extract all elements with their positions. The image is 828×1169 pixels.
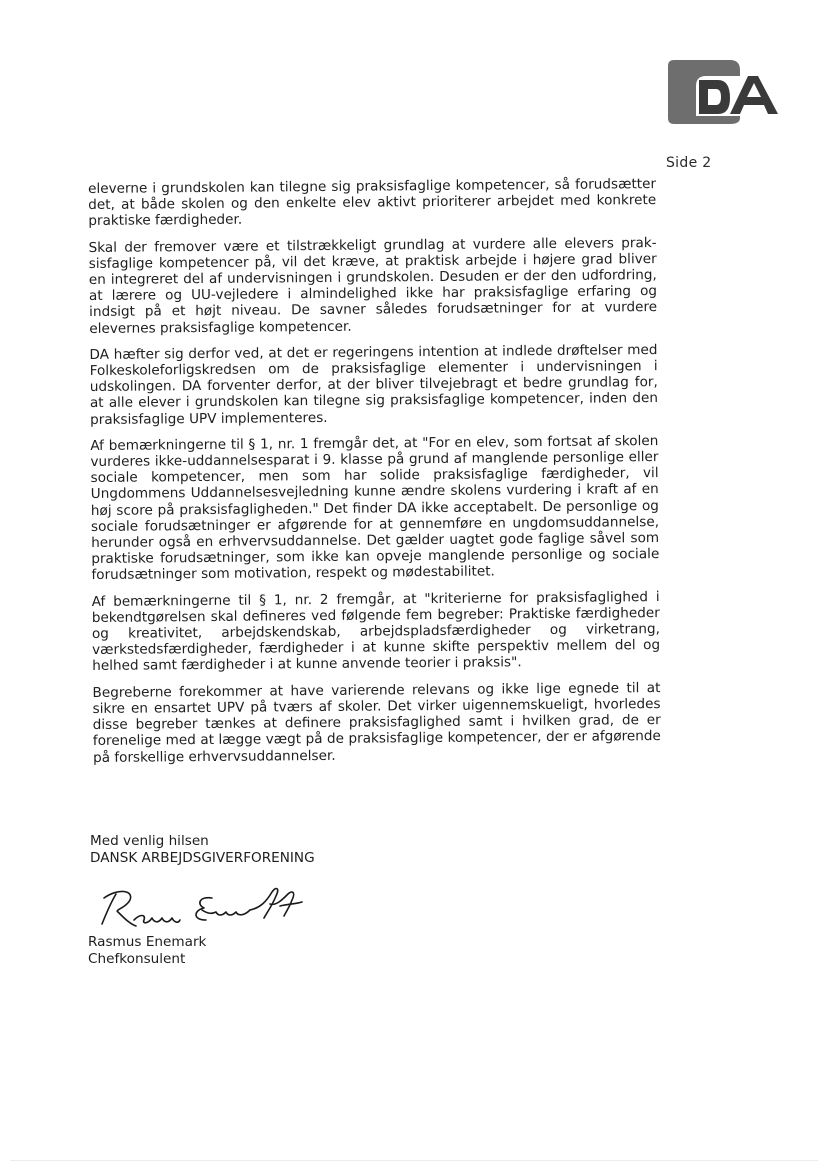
- paragraph-2: Skal der fremover være et tilstrækkeligt grundlag at vurdere alle elevers praksisfaglige kompetencer på, vil det kræve, at praktisk arbejde i højere grad bliver en integreret del af undervisningen i grundskolen. Desuden er der den udfordring, at lærere og UU-vejledere i almindelighed ikke har praksisfaglige erfaring og indsigt på et højt niveau. De savner således forudsætninger for at vurdere elevernes praksisfaglige kompetencer.: [88, 234, 658, 337]
- paragraph-6: Begreberne forekommer at have varierende relevans og ikke lige egnede til at sikre en ensartet UPV på tværs af skoler. Det virker uigennemskueligt, hvorledes disse begreber tænkes at definere praksisfaglighed samt i hvilken grad, de er forenelige med at lægge vægt på de praksisfaglige kompetencer, der er afgørende på forskellige erhvervsuddannelser.: [92, 679, 661, 766]
- signer-name: Rasmus Enemark: [88, 934, 207, 950]
- letter-body: [88, 176, 661, 776]
- page-number: Side 2: [666, 155, 712, 171]
- handwritten-signature: [96, 884, 306, 934]
- greeting: Med venlig hilsen: [90, 833, 209, 849]
- footer-divider: [10, 1160, 818, 1161]
- paragraph-3: DA hæfter sig derfor ved, at det er regeringens intention at indlede drøftelser med Folkeskoleforligskredsen om de praksisfaglige elementer i undervisningen i udskolingen. DA forventer derfor, at der bliver tilvejebragt et bedre grundlag for, at alle elever i grundskolen kan tilegne sig praksisfaglige kompetencer, inden den praksisfaglige UPV implementeres.: [89, 341, 658, 428]
- paragraph-1: eleverne i grundskolen kan tilegne sig praksisfaglige kompetencer, så forudsætter det, at både skolen og den enkelte elev aktivt prioriterer arbejdet med konkrete praktiske færdigheder.: [88, 176, 657, 230]
- signer-title: Chefkonsulent: [88, 951, 186, 967]
- paragraph-4: Af bemærkningerne til § 1, nr. 1 fremgår det, at "For en elev, som fortsat af skolen vurderes ikke-uddannelsesparat i 9. klasse på grund af manglende personlige eller sociale kompetencer, men som har solide praksisfaglige færdigheder, vil Ungdommens Uddannelsesvejledning kunne ændre skolens vurdering i kraft af en høj score på praksisfagligheden." Det finder DA ikke acceptabelt. De personlige og sociale forudsætninger er afgørende for at gennemføre en ungdomsuddannelse, herunder også en erhvervsuddannelse. Det gælder uagtet gode faglige såvel som praktiske forudsætninger, som ikke kan opveje manglende personlige og sociale forudsætninger som motivation, respekt og mødestabilitet.: [90, 432, 660, 584]
- da-logo: [666, 58, 780, 126]
- closing-block: [90, 833, 315, 867]
- paragraph-5: Af bemærkningerne til § 1, nr. 2 fremgår, at "kriterierne for praksisfaglighed i bekendtgørelsen skal defineres ved følgende fem begreber: Praktiske færdigheder og kreativitet, arbejdskendskab, arbejdspladsfærdigheder og virketrang, værkstedsfærdigheder, færdigheder i at kunne skifte perspektiv mellem del og helhed samt færdigheder i at kunne anvende teorier i praksis".: [91, 588, 661, 675]
- signer-block: [88, 934, 206, 968]
- organization-name: DANSK ARBEJDSGIVERFORENING: [90, 850, 315, 866]
